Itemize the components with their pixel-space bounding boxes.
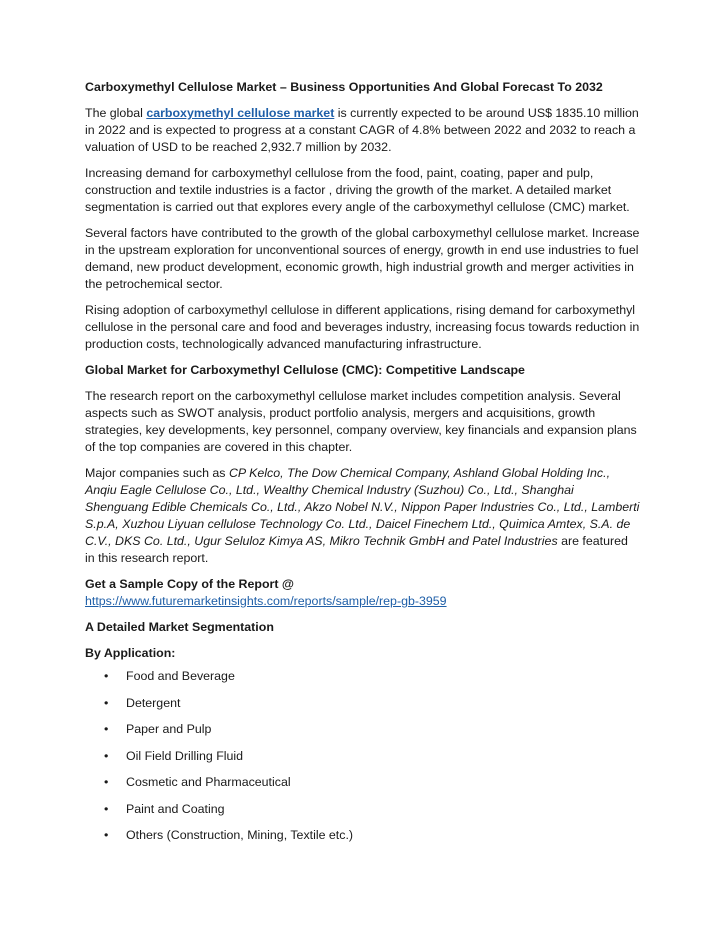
sample-report-link[interactable]: https://www.futuremarketinsights.com/reports/sample/rep-gb-3959 [85, 594, 447, 608]
list-item-label: Paper and Pulp [126, 722, 212, 736]
segmentation-heading: A Detailed Market Segmentation [85, 620, 274, 634]
list-item-label: Oil Field Drilling Fluid [126, 748, 244, 763]
paragraph-adoption: Rising adoption of carboxymethyl cellulose in different applications, rising demand for carboxymethyl cellulose in the personal care and food and beverages industry, increasing focus towards reduction in production costs, technologically advanced manufacturing infrastructure. [85, 303, 640, 351]
list-item [85, 668, 640, 695]
bullet-icon: • [104, 695, 109, 710]
bullet-icon: • [104, 801, 109, 816]
list-item-label: Cosmetic and Pharmaceutical [126, 775, 291, 789]
p1-text-before: The global [85, 106, 147, 120]
list-item [85, 748, 640, 775]
list-item-label: Food and Beverage [126, 669, 235, 683]
market-link[interactable]: carboxymethyl cellulose market [146, 106, 335, 120]
company-list: CP Kelco, The Dow Chemical Company, Ashland Global Holding Inc., Anqiu Eagle Cellulose Co., Ltd., Wealthy Chemical Industry (Suzhou) Co., Ltd., Shanghai Shenguang Edible Chemicals Co., Ltd., Akzo Nobel N.V., Nippon Paper Industries Co., Ltd., Lamberti S.p.A, Xuzhou Liyuan cellulose Technology Co. Ltd., Daicel Finechem Ltd., Quimica Amtex, S.A. de C.V., DKS Co. Ltd., Ugur Seluloz Kimya AS, Mikro Technik GmbH and Patel Industries [85, 466, 640, 548]
list-item-label: Others (Construction, Mining, Textile etc.) [126, 828, 354, 842]
document-page [85, 79, 640, 854]
sample-copy-block [85, 576, 640, 610]
paragraph-competition: The research report on the carboxymethyl cellulose market includes competition analysis. Several aspects such as SWOT analysis, product portfolio analysis, mergers and acquisitions, growth strategies, key developments, key personnel, company overview, key financials and expansion plans of the top companies are covered in this chapter. [85, 389, 637, 454]
list-item-label: Detergent [126, 695, 181, 710]
list-item [85, 801, 640, 828]
bullet-icon: • [104, 775, 109, 789]
p6-text-after: are featured in this research report. [85, 534, 628, 565]
paragraph-demand: Increasing demand for carboxymethyl cellulose from the food, paint, coating, paper and pulp, construction and textile industries is a factor , driving the growth of the market. A detailed market segmentation is carried out that explores every angle of the carboxymethyl cellulose (CMC) market. [85, 166, 630, 214]
bullet-icon: • [104, 828, 109, 842]
application-list [85, 668, 640, 854]
competitive-landscape-heading: Global Market for Carboxymethyl Cellulose (CMC): Competitive Landscape [85, 363, 525, 377]
p1-text-after: is currently expected to be around US$ 1835.10 million in 2022 and is expected to progress at a constant CAGR of 4.8% between 2022 and 2032 to reach a valuation of USD to be reached 2,932.7 million by 2032. [85, 106, 639, 154]
paragraph-growth-factors: Several factors have contributed to the growth of the global carboxymethyl cellulose market. Increase in the upstream exploration for unconventional sources of energy, growth in end use industries to fuel demand, new product development, economic growth, high industrial growth and merger activities in the petrochemical sector. [85, 226, 640, 291]
list-item-label: Paint and Coating [126, 801, 225, 816]
list-item [85, 721, 640, 748]
document-title: Carboxymethyl Cellulose Market – Business Opportunities And Global Forecast To 2032 [85, 80, 603, 94]
p6-text-before: Major companies such as [85, 466, 229, 480]
bullet-icon: • [104, 722, 109, 736]
paragraph-market-size [85, 105, 640, 156]
bullet-icon: • [104, 669, 109, 683]
sample-copy-label: Get a Sample Copy of the Report @ [85, 577, 294, 591]
list-item [85, 827, 640, 854]
by-application-heading: By Application: [85, 646, 176, 660]
list-item [85, 695, 640, 722]
list-item [85, 774, 640, 801]
bullet-icon: • [104, 748, 109, 763]
paragraph-companies [85, 465, 640, 567]
